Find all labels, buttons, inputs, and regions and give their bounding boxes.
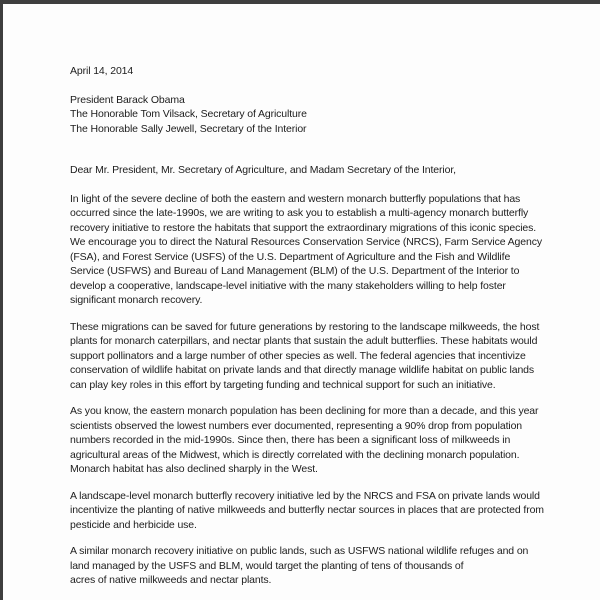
- letter-paragraph-4: A landscape-level monarch butterfly recovery initiative led by the NRCS and FSA on private lands would incentivize the planting of native milkweeds and butterfly nectar sources in places that are protected from pesticide and herbicide use.: [70, 489, 544, 531]
- recipient-line-interior-secretary: The Honorable Sally Jewell, Secretary of the Interior: [70, 122, 307, 135]
- letter-paragraph-2: These migrations can be saved for future generations by restoring to the landscape milkweeds, the host plants for monarch caterpillars, and nectar plants that sustain the adult butterflies. These habitats would support pollinators and a large number of other species as well. The federal agencies that incentivize conservation of wildlife habitat on private lands and that directly manage wildlife habitat on public lands can play key roles in this effort by targeting funding and technical support for such an initiative.: [70, 320, 540, 391]
- letter-paragraph-5: A similar monarch recovery initiative on public lands, such as USFWS national wildlife refuges and on land managed by the USFS and BLM, would target the planting of tens of thousands of: [70, 545, 529, 572]
- recipient-line-agriculture-secretary: The Honorable Tom Vilsack, Secretary of Agriculture: [70, 108, 307, 120]
- recipient-line-president: President Barack Obama: [70, 93, 185, 106]
- letter-paragraph-5-clipped-continuation: acres of native milkweeds and nectar plants.: [70, 574, 272, 586]
- letter-paragraph-1: In light of the severe decline of both the eastern and western monarch butterfly populations that has occurred since the late-1990s, we are writing to ask you to establish a multi-agency monarch butterfly recovery initiative to restore the habitats that support the extraordinary migrations of this iconic species. We encourage you to direct the Natural Resources Conservation Service (NRCS), Farm Service Agency (FSA), and Forest Service (USFS) of the U.S. Department of Agriculture and the Fish and Wildlife Service (USFWS) and Bureau of Land Management (BLM) of the U.S. Department of the Interior to develop a cooperative, landscape-level initiative with the many stakeholders willing to help foster significant monarch recovery.: [70, 192, 542, 306]
- letter-page: [3, 4, 600, 600]
- letter-paragraph-3: As you know, the eastern monarch population has been declining for more than a decade, and this year scientists observed the lowest numbers ever documented, representing a 90% drop from population numbers recorded in the mid-1990s. Since then, there has been a significant loss of milkweeds in agricultural areas of the Midwest, which is directly correlated with the declining monarch population. Monarch habitat has also declined sharply in the West.: [70, 405, 539, 475]
- recipient-block: [70, 93, 544, 137]
- letter-salutation: Dear Mr. President, Mr. Secretary of Agriculture, and Madam Secretary of the Interior,: [70, 164, 456, 176]
- letter-date: April 14, 2014: [70, 65, 134, 77]
